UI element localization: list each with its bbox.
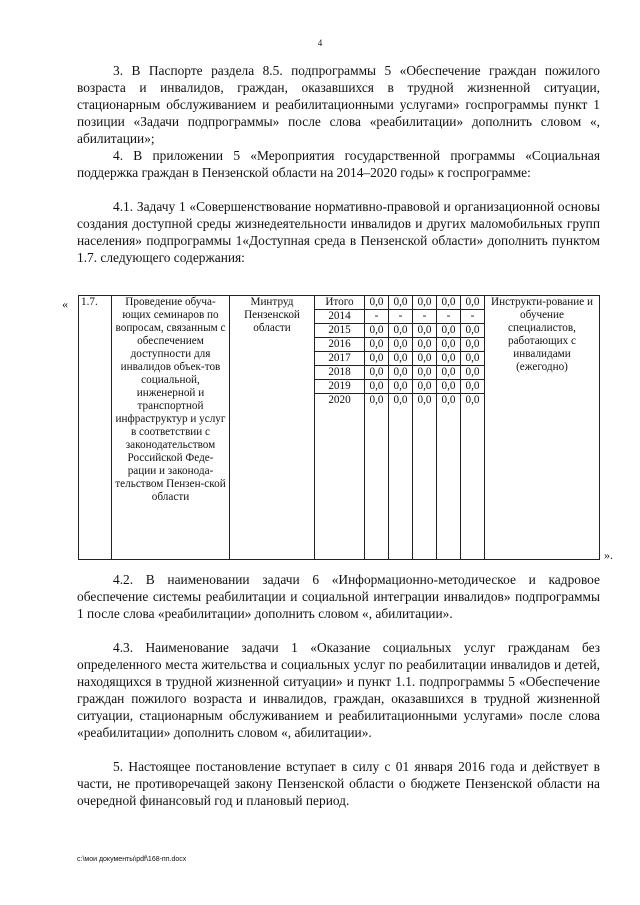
value-column-4 <box>437 296 461 560</box>
value-column-4-cell: 0,0 <box>437 323 460 337</box>
value-column-1-cell: 0,0 <box>365 365 388 379</box>
years-column-cell: 2019 <box>315 379 364 393</box>
years-column-cell: 2014 <box>315 309 364 323</box>
value-column-5-cell: 0,0 <box>461 337 484 351</box>
expected-result: Инструкти-рование и обучение специалистов, работающих с инвалидами (ежегодно) <box>485 296 600 560</box>
value-column-5-cell: 0,0 <box>461 393 484 407</box>
value-column-3-cell: 0,0 <box>413 365 436 379</box>
years-column-cell: Итого <box>325 296 354 308</box>
value-column-1-cell: 0,0 <box>365 393 388 407</box>
value-column-4-cell: 0,0 <box>437 365 460 379</box>
value-column-1-cell: 0,0 <box>369 296 384 308</box>
value-column-1-cell: 0,0 <box>365 351 388 365</box>
value-column-2 <box>389 296 413 560</box>
value-column-5-cell: 0,0 <box>461 379 484 393</box>
value-column-5-cell: 0,0 <box>461 365 484 379</box>
years-column-cell: 2016 <box>315 337 364 351</box>
value-column-1-cell: - <box>365 309 388 323</box>
value-column-5-cell: 0,0 <box>461 323 484 337</box>
value-column-1 <box>365 296 389 560</box>
measure-name: Проведение обуча-ющих семинаров по вопросам, связанным с обеспечением доступности для инвалидов объек-тов социальной, инженерной и транспортной инфраструктур и услуг в соответствии с законодательством Российской Феде-рации и законода-тельством Пензен-ской области <box>112 296 230 560</box>
item-number: 1.7. <box>79 296 112 560</box>
value-column-1-cell: 0,0 <box>365 323 388 337</box>
value-column-3-cell: 0,0 <box>413 337 436 351</box>
value-column-2-cell: 0,0 <box>389 393 412 407</box>
value-column-1-cell: 0,0 <box>365 379 388 393</box>
value-column-4-cell: 0,0 <box>441 296 456 308</box>
value-column-3-cell: 0,0 <box>413 379 436 393</box>
paragraph-4: 4. В приложении 5 «Мероприятия государственной программы «Социальная поддержка граждан в Пензенской области на 2014–2020 годы» к госпрограмме: <box>77 148 600 180</box>
value-column-2-cell: 0,0 <box>389 323 412 337</box>
paragraph-4-3: 4.3. Наименование задачи 1 «Оказание социальных услуг гражданам без определенного места жительства и социальных услуг по реабилитации инвалидов и детей, находящихся в трудной жизненной ситуации» и пункт 1.1. подпрограммы 5 «Обеспечение граждан пожилого возраста и инвалидов, граждан, оказавшихся в трудной жизненной ситуации, стационарным обслуживанием и реабилитационными услугами» после слова «реабилитации» дополнить словом «, абилитации». <box>77 640 600 740</box>
value-column-3 <box>413 296 437 560</box>
years-column-cell: 2018 <box>315 365 364 379</box>
years-column-cell: 2015 <box>315 323 364 337</box>
value-column-2-cell: 0,0 <box>393 296 408 308</box>
years-column <box>315 296 365 560</box>
value-column-2-cell: 0,0 <box>389 351 412 365</box>
executor: Минтруд Пензенской области <box>230 296 315 560</box>
value-column-2-cell: 0,0 <box>389 337 412 351</box>
years-column-cell: 2020 <box>315 393 364 407</box>
value-column-4-cell: 0,0 <box>437 351 460 365</box>
quote-open: « <box>62 297 68 311</box>
paragraph-5: 5. Настоящее постановление вступает в силу с 01 января 2016 года и действует в части, не противоречащей закону Пензенской области о бюджете Пензенской области на очередной финансовый год и плановый период. <box>77 759 600 808</box>
value-column-4-cell: 0,0 <box>437 393 460 407</box>
paragraph-3: 3. В Паспорте раздела 8.5. подпрограммы 5 «Обеспечение граждан пожилого возраста и инвалидов, граждан, оказавшихся в трудной жизненной ситуации, стационарным обслуживанием и реабилитационными услугами» госпрограммы пункт 1 позиции «Задачи подпрограммы» после слова «реабилитации» дополнить словом «, абилитации»; <box>77 63 600 146</box>
value-column-5-cell: - <box>461 309 484 323</box>
quote-close: ». <box>604 548 613 562</box>
value-column-4-cell: 0,0 <box>437 337 460 351</box>
value-column-2-cell: 0,0 <box>389 365 412 379</box>
value-column-2-cell: 0,0 <box>389 379 412 393</box>
value-column-1-cell: 0,0 <box>365 337 388 351</box>
value-column-5 <box>461 296 485 560</box>
value-column-4-cell: - <box>437 309 460 323</box>
value-column-4-cell: 0,0 <box>437 379 460 393</box>
paragraph-4-1: 4.1. Задачу 1 «Совершенствование нормативно-правовой и организационной основы создания доступной среды жизнедеятельности инвалидов и других маломобильных групп населения» подпрограммы 1«Доступная среда в Пензенской области» дополнить пунктом 1.7. следующего содержания: <box>77 199 600 265</box>
file-path-footer: c:\мои документы\pdf\168-пп.docx <box>77 856 187 863</box>
value-column-2-cell: - <box>389 309 412 323</box>
value-column-5-cell: 0,0 <box>465 296 480 308</box>
page-number: 4 <box>317 38 323 48</box>
value-column-3-cell: - <box>413 309 436 323</box>
value-column-3-cell: 0,0 <box>417 296 432 308</box>
value-column-3-cell: 0,0 <box>413 393 436 407</box>
years-column-cell: 2017 <box>315 351 364 365</box>
value-column-3-cell: 0,0 <box>413 323 436 337</box>
paragraph-4-2: 4.2. В наименовании задачи 6 «Информационно-методическое и кадровое обеспечение системы реабилитации и социальной интеграции инвалидов» подпрограммы 1 после слова «реабилитации» дополнить словом «, абилитации». <box>77 572 600 621</box>
measures-table <box>78 295 600 560</box>
value-column-5-cell: 0,0 <box>461 351 484 365</box>
value-column-3-cell: 0,0 <box>413 351 436 365</box>
